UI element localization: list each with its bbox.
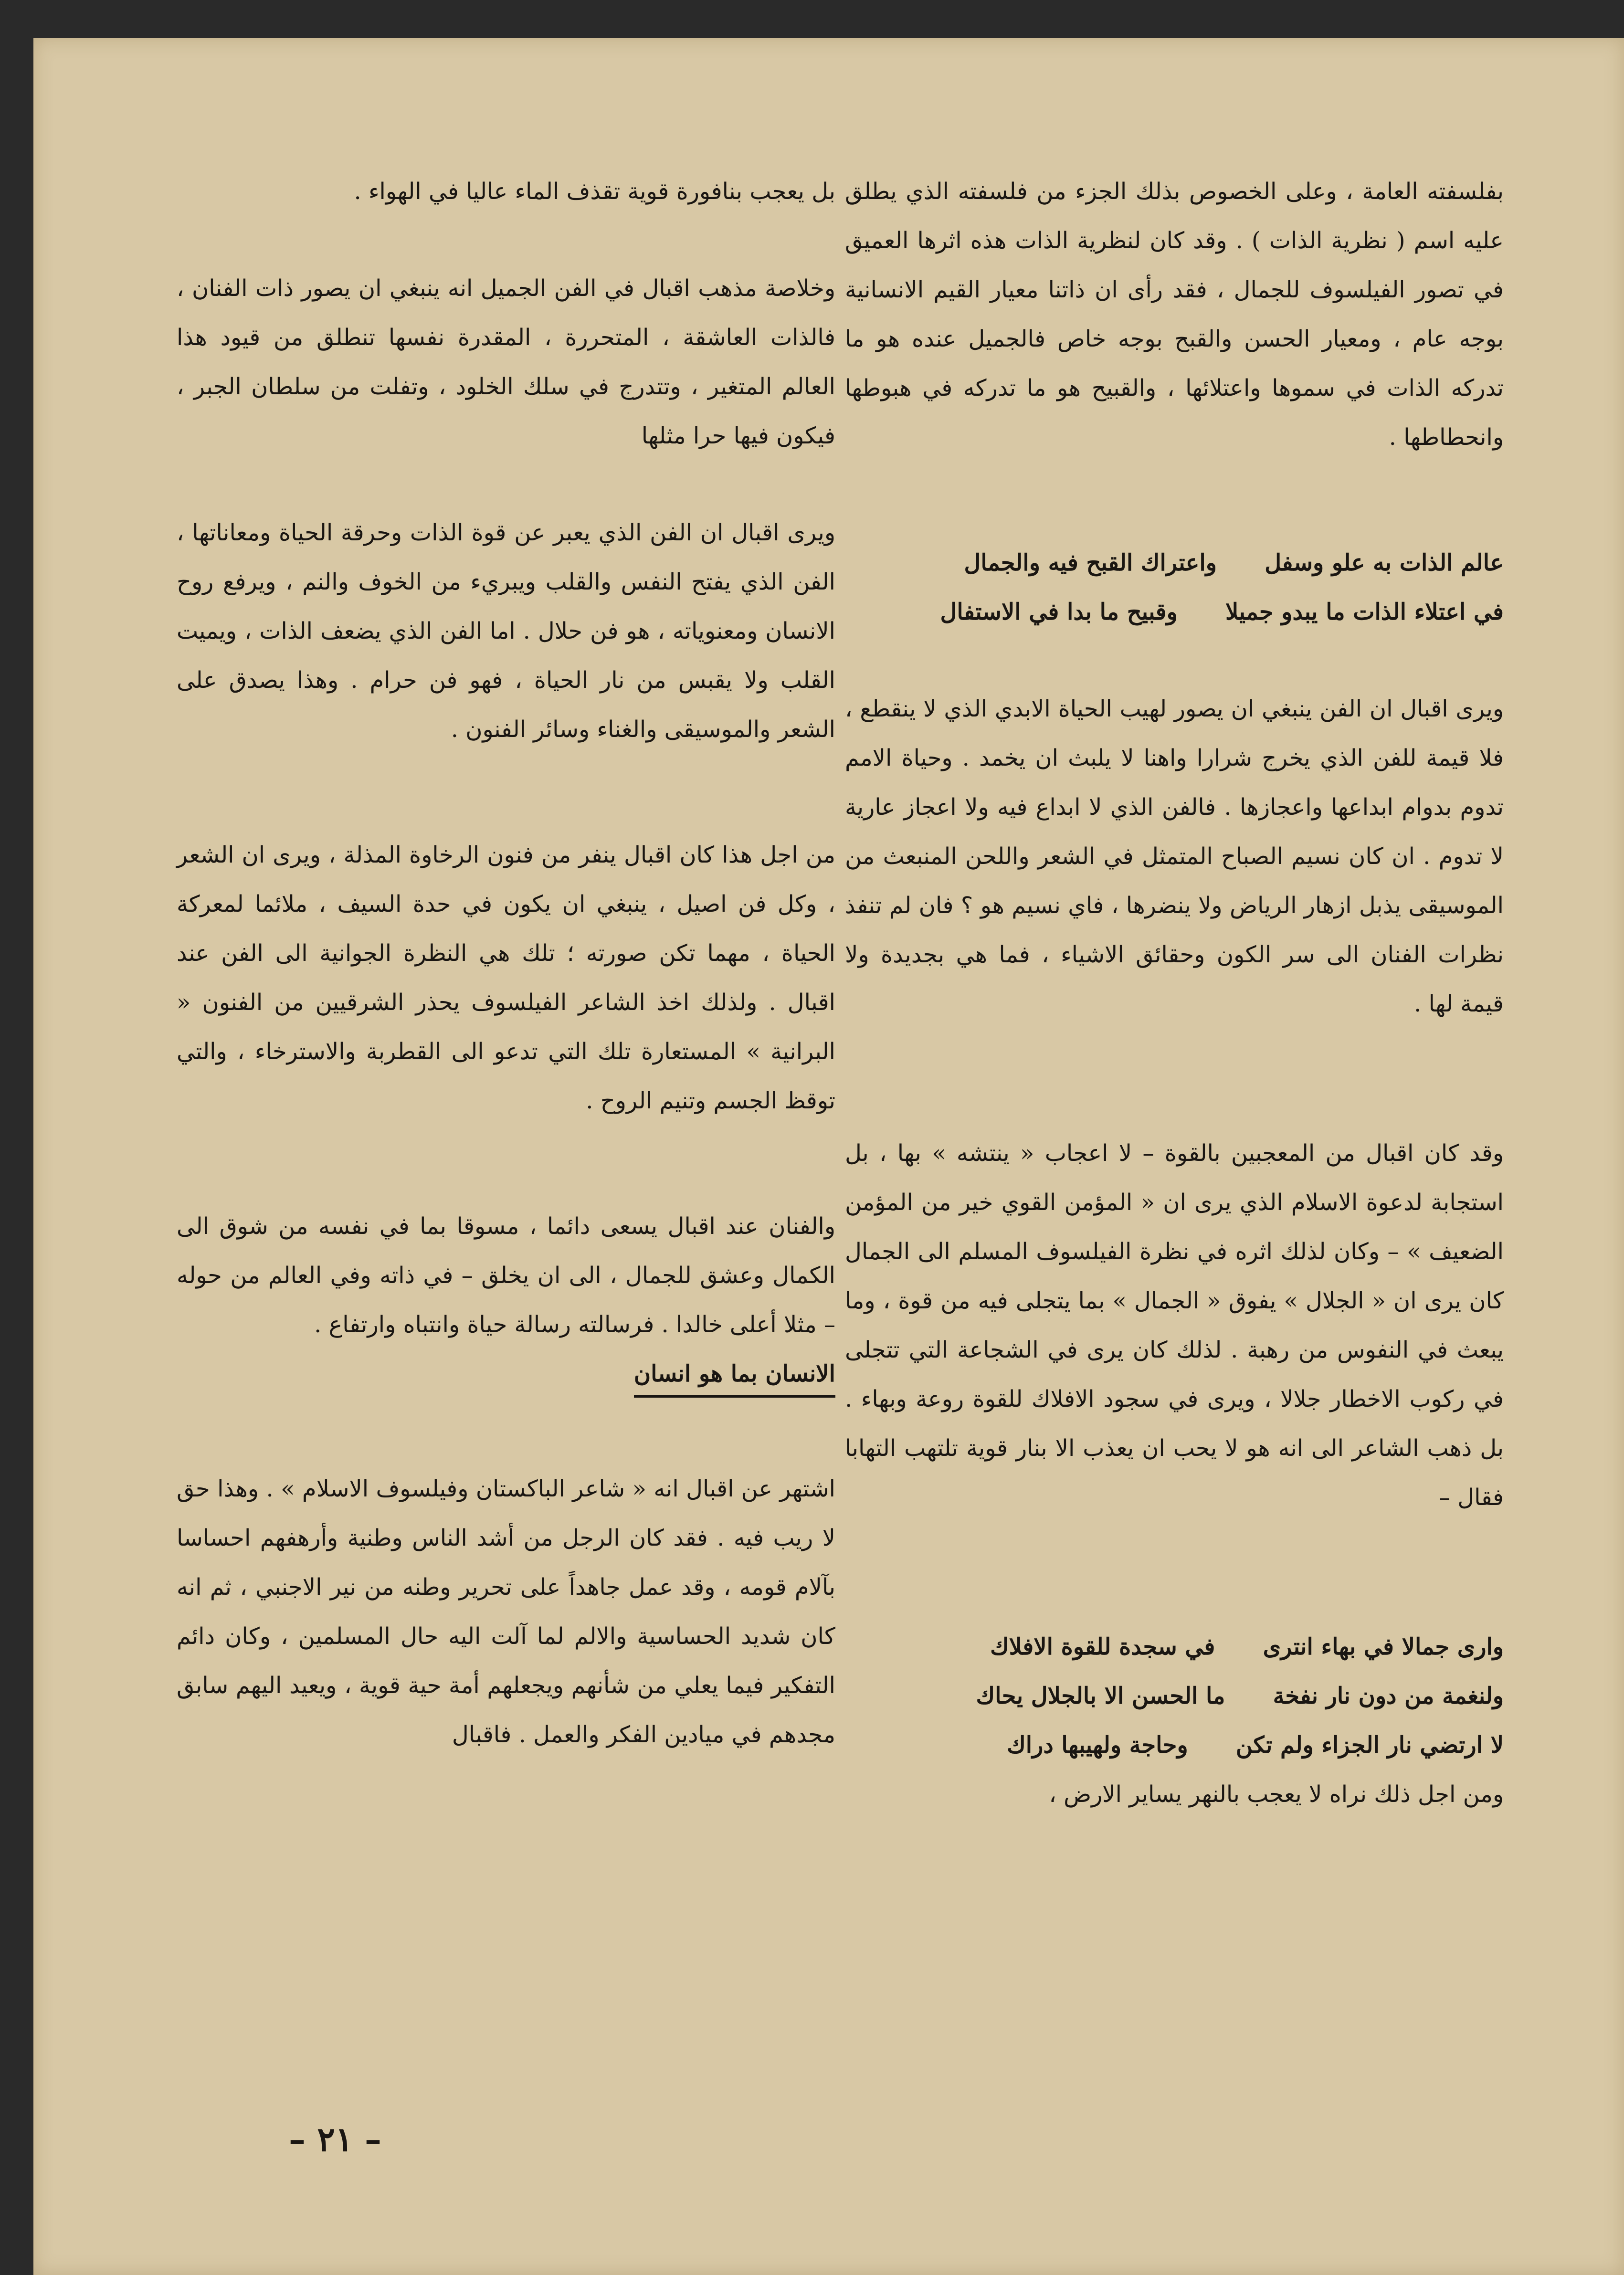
- verse-line-4: ولنغمة من دون نار نفخة ما الحسن الا بالجلال يحاك: [976, 1683, 1504, 1709]
- left-para-3: ويرى اقبال ان الفن الذي يعبر عن قوة الذات وحرقة الحياة ومعاناتها ، الفن الذي يفتح النفس والقلب ويبريء من الخوف والنم ، ويرفع روح الانسان ومعنوياته ، هو فن حلال . اما الفن الذي يضعف الذات ، ويميت القلب ولا يقبس من نار الحياة ، فهو فن حرام . وهذا يصدق على الشعر والموسيقى والغناء وسائر الفنون .: [177, 519, 836, 743]
- left-para-2: وخلاصة مذهب اقبال في الفن الجميل انه ينبغي ان يصور ذات الفنان ، فالذات العاشقة ، المتحررة ، المقدرة نفسها تنطلق من قيود هذا العالم المتغير ، وتتدرج في سلك الخلود ، وتفلت من سلطان الجبر ، فيكون فيها حرا مثلها: [177, 275, 835, 449]
- right-para-4: ومن اجل ذلك نراه لا يعجب بالنهر يساير الارض ،: [1049, 1781, 1504, 1808]
- page-number: – ٢١ –: [289, 2119, 381, 2159]
- section-heading: الانسان بما هو انسان: [634, 1352, 835, 1398]
- left-para-1: بل يعجب بنافورة قوية تقذف الماء عاليا في الهواء .: [354, 178, 835, 205]
- right-para-2: ويرى اقبال ان الفن ينبغي ان يصور لهيب الحياة الابدي الذي لا ينقطع ، فلا قيمة للفن الذي يخرج شرارا واهنا لا يلبث ان يخمد . وحياة الامم تدوم بدوام ابداعها واعجازها . فالفن الذي لا ابداع فيه ولا اعجاز عارية لا تدوم . ان كان نسيم الصباح المتمثل في الشعر واللحن المنبعث من الموسيقى يذبل ازهار الرياض ولا ينضرها ، فاي نسيم هو ؟ فان لم تنفذ نظرات الفنان الى سر الكون وحقائق الاشياء ، فما هي بجديدة ولا قيمة لها .: [845, 695, 1504, 1017]
- left-column: [177, 167, 835, 1759]
- verse-line-5: لا ارتضي نار الجزاء ولم تكن وحاجة ولهيبها دراك: [1007, 1732, 1504, 1759]
- right-column: [845, 167, 1504, 1819]
- page-paper: [33, 38, 1624, 2275]
- left-para-6: اشتهر عن اقبال انه « شاعر الباكستان وفيلسوف الاسلام » . وهذا حق لا ريب فيه . فقد كان الرجل من أشد الناس وطنية وأرهفهم احساسا بآلام قومه ، وقد عمل جاهداً على تحرير وطنه من نير الاجنبي ، ثم انه كان شديد الحساسية والالم لما آلت اليه حال المسلمين ، وكان دائم التفكير فيما يعلي من شأنهم ويجعلهم أمة حية قوية ، ويعيد اليهم سابق مجدهم في ميادين الفكر والعمل . فاقبال: [177, 1475, 835, 1748]
- left-para-5: والفنان عند اقبال يسعى دائما ، مسوقا بما في نفسه من شوق الى الكمال وعشق للجمال ، الى ان يخلق – في ذاته وفي العالم من حوله – مثلا أعلى خالدا . فرسالته رسالة حياة وانتباه وارتفاع .: [177, 1213, 835, 1338]
- right-para-1: بفلسفته العامة ، وعلى الخصوص بذلك الجزء من فلسفته الذي يطلق عليه اسم ( نظرية الذات ) . وقد كان لنظرية الذات هذه اثرها العميق في تصور الفيلسوف للجمال ، فقد رأى ان ذاتنا معيار القيم الانسانية بوجه عام ، ومعيار الحسن والقبح بوجه خاص فالجميل عنده هو ما تدركه الذات في سموها واعتلائها ، والقبيح هو ما تدركه في هبوطها وانحطاطها .: [845, 178, 1504, 451]
- verse-line-1: عالم الذات به علو وسفل واعتراك القبح فيه والجمال: [964, 549, 1504, 576]
- left-para-4: من اجل هذا كان اقبال ينفر من فنون الرخاوة المذلة ، ويرى ان الشعر ، وكل فن اصيل ، ينبغي ان يكون في حدة السيف ، ملائما لمعركة الحياة ، مهما تكن صورته ؛ تلك هي النظرة الجوانية الى الفن عند اقبال . ولذلك اخذ الشاعر الفيلسوف يحذر الشرقيين من الفنون « البرانية » المستعارة تلك التي تدعو الى القطربة والاسترخاء ، والتي توقظ الجسم وتنيم الروح .: [177, 842, 835, 1114]
- right-para-3: وقد كان اقبال من المعجبين بالقوة – لا اعجاب « ينتشه » بها ، بل استجابة لدعوة الاسلام الذي يرى ان « المؤمن القوي خير من المؤمن الضعيف » – وكان لذلك اثره في نظرة الفيلسوف المسلم الى الجمال كان يرى ان « الجلال » يفوق « الجمال » بما يتجلى فيه من قوة ، وما يبعث في النفوس من رهبة . لذلك كان يرى في الشجاعة التي تتجلى في ركوب الاخطار جلالا ، ويرى في سجود الافلاك للقوة روعة وبهاء . بل ذهب الشاعر الى انه هو لا يحب ان يعذب الا بنار قوية تلتهب التهابا فقال –: [845, 1140, 1504, 1511]
- verse-line-3: وارى جمالا في بهاء انترى في سجدة للقوة الافلاك: [990, 1633, 1504, 1660]
- verse-line-2: في اعتلاء الذات ما يبدو جميلا وقبيح ما بدا في الاستفال: [940, 599, 1504, 625]
